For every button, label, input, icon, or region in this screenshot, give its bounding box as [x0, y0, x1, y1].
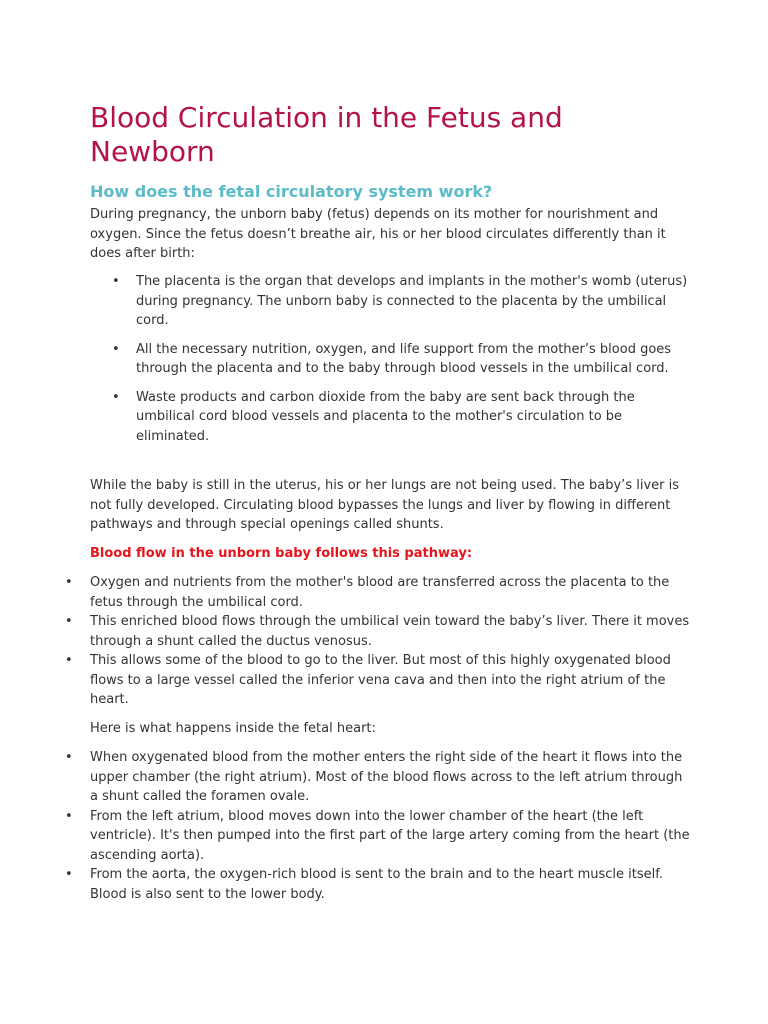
page-title: Blood Circulation in the Fetus and Newborn: [90, 101, 563, 168]
list-item-text: Oxygen and nutrients from the mother's blood are transferred across the placenta to the fetus through the umbilical cord.: [90, 575, 670, 610]
list-item: [90, 388, 690, 447]
bullet-icon: •: [65, 750, 73, 765]
list-item-text: From the aorta, the oxygen-rich blood is sent to the brain and to the heart muscle itself. Blood is also sent to the lower body.: [90, 867, 664, 902]
pathway-list: [62, 573, 692, 710]
list-item: [62, 748, 692, 807]
pathway-heading: Blood flow in the unborn baby follows this pathway:: [90, 546, 473, 561]
list-item-text: This allows some of the blood to go to the liver. But most of this highly oxygenated blood flows to a large vessel called the inferior vena cava and then into the right atrium of the heart.: [90, 653, 671, 707]
list-item-text: Waste products and carbon dioxide from the baby are sent back through the umbilical cord blood vessels and placenta to the mother's circulation to be eliminated.: [136, 389, 635, 444]
bullet-icon: •: [65, 808, 73, 824]
bullet-icon: •: [112, 274, 120, 289]
list-item: [62, 651, 692, 710]
list-item: [62, 865, 692, 904]
list-item: [62, 807, 692, 866]
list-item-text: This enriched blood flows through the umbilical vein toward the baby’s liver. There it moves through a shunt called the ductus venosus.: [90, 614, 690, 649]
bullet-icon: •: [65, 867, 73, 882]
bullet-icon: •: [65, 614, 73, 629]
heart-list: [62, 748, 692, 904]
list-item: [62, 573, 692, 612]
heart-paragraph: Here is what happens inside the fetal heart:: [90, 721, 376, 736]
liver-paragraph: While the baby is still in the uterus, his or her lungs are not being used. The baby’s liver is not fully developed. Circulating blood bypasses the lungs and liver by flowing in different pathways and through special openings called shunts.: [90, 478, 679, 532]
bullet-icon: •: [112, 389, 120, 405]
bullet-icon: •: [65, 575, 73, 590]
list-item-text: When oxygenated blood from the mother enters the right side of the heart it flows into the upper chamber (the right atrium). Most of the blood flows across to the left atrium through a shunt called the foramen ovale.: [90, 750, 683, 804]
bullet-icon: •: [112, 341, 120, 357]
section-subtitle: How does the fetal circulatory system work?: [90, 182, 493, 201]
list-item: [90, 272, 690, 331]
placenta-list: [90, 272, 690, 455]
bullet-icon: •: [65, 653, 73, 668]
list-item-text: All the necessary nutrition, oxygen, and life support from the mother’s blood goes through the placenta and to the baby through blood vessels in the umbilical cord.: [136, 341, 672, 376]
list-item: [90, 340, 690, 379]
list-item-text: The placenta is the organ that develops and implants in the mother's womb (uterus) during pregnancy. The unborn baby is connected to the placenta by the umbilical cord.: [136, 274, 688, 328]
list-item-text: From the left atrium, blood moves down into the lower chamber of the heart (the left ventricle). It's then pumped into the first part of the large artery coming from the heart (the ascending aorta).: [90, 808, 690, 863]
list-item: [62, 612, 692, 651]
intro-paragraph: During pregnancy, the unborn baby (fetus) depends on its mother for nourishment and oxygen. Since the fetus doesn’t breathe air, his or her blood circulates differently than it does after birth:: [90, 207, 666, 261]
